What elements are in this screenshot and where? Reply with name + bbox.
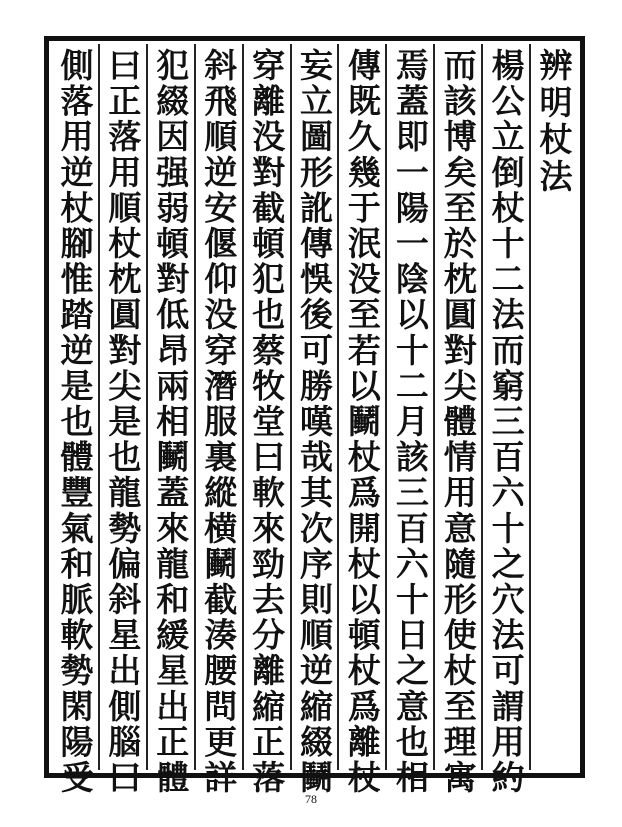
text-line: 妄立圖形訛傳悞後可勝嘆哉其次序則順逆縮綴鬭 — [295, 48, 335, 796]
text-column — [481, 44, 529, 796]
text-line: 傳既久幾于泯没至若以鬭杖爲開杖以頓杖爲離杖 — [342, 48, 382, 796]
text-column — [242, 44, 290, 796]
text-column — [146, 44, 194, 796]
section-heading: 辨明杖法 — [534, 48, 574, 196]
text-line: 楊公立倒杖十二法而窮三百六十之穴法可謂用約 — [486, 48, 526, 796]
text-line: 而該博矣至於枕圓對尖體情用意隨形使杖至理寓 — [438, 48, 478, 796]
heading-column — [529, 44, 577, 770]
text-line: 斜飛順逆安偃仰没穿潛服裏縱横鬭截湊腰問更詳 — [199, 48, 239, 796]
text-column — [194, 44, 242, 796]
page-number: 78 — [305, 792, 317, 806]
text-frame — [44, 36, 585, 796]
text-column — [290, 44, 338, 796]
text-line: 曰正落用順杖枕圓對尖是也龍勢偏斜星出側腦曰 — [103, 48, 143, 796]
text-line: 穿離没對截頓犯也蔡牧堂曰軟來勁去分離縮正落 — [247, 48, 287, 796]
text-column — [433, 44, 481, 796]
text-column — [98, 44, 146, 796]
text-column — [337, 44, 385, 796]
text-column — [385, 44, 433, 796]
text-column — [52, 44, 98, 796]
text-columns — [52, 44, 577, 796]
text-line: 側落用逆杖腳惟踏逆是也體豐氣和脈軟勢閑陽受 — [55, 48, 95, 796]
text-line: 犯綴因强弱頓對低昂兩相鬭蓋來龍和緩星出正體 — [151, 48, 191, 796]
text-line: 焉蓋即一陽一陰以十二月該三百六十日之意也相 — [390, 48, 430, 796]
